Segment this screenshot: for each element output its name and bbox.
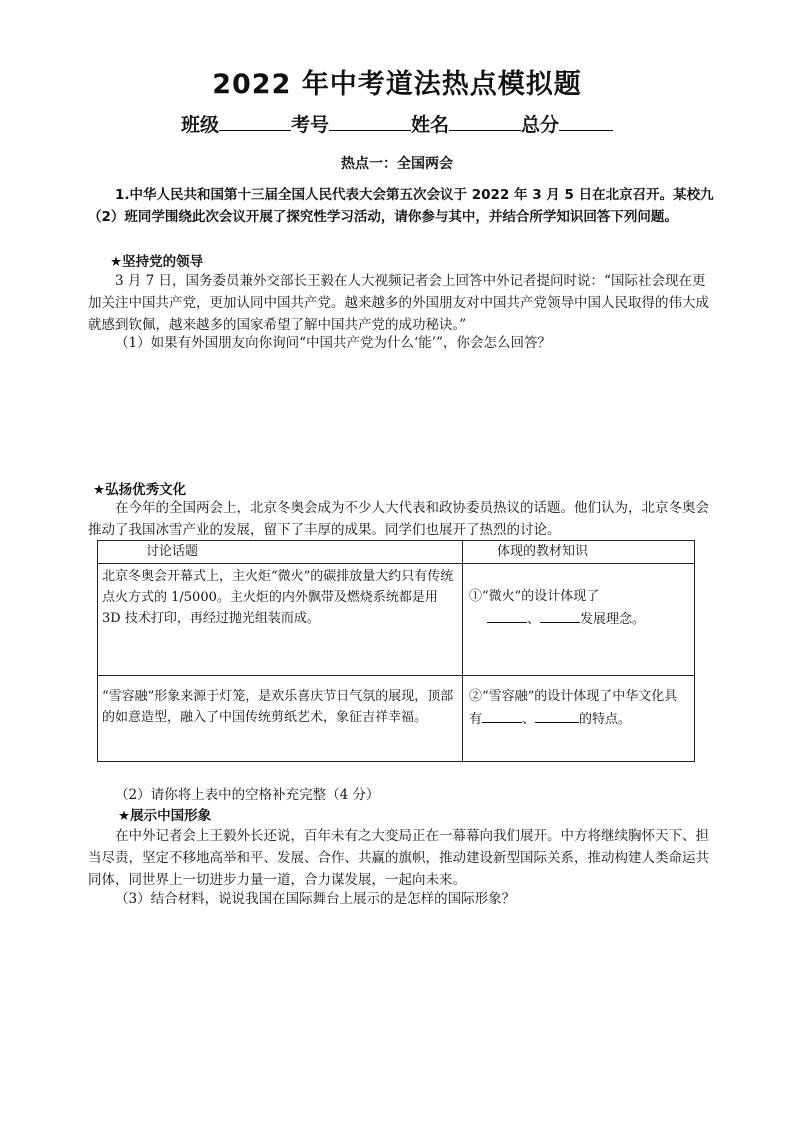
part-3-material: 在中外记者会上王毅外长还说，百年未有之大变局正在一幕幕向我们展开。中方将继续胸怀天下、担当尽责，坚定不移地高举和平、发展、合作、共赢的旗帜，推动建设新型国际关系，推动构建人类命运共同体，同世界上一切进步力量一道，合力谋发展，一起向未来。	[88, 828, 709, 888]
exam-no-blank	[329, 112, 411, 131]
section-title: 热点一：全国两会	[341, 156, 453, 172]
row-2-knowledge-text: ②“雪容融”的设计体现了中华文化具有	[469, 689, 678, 727]
part-3-question: （3）结合材料，说说我国在国际舞台上展示的是怎样的国际形象？	[115, 891, 516, 907]
row-2-knowledge-suffix: 的特点。	[579, 712, 632, 727]
row-1-separator: 、	[527, 612, 541, 627]
part-3-heading: ★展示中国形象	[118, 808, 212, 824]
row-1-knowledge-text: ①“微火”的设计体现了	[469, 589, 600, 604]
row-1-blank-2[interactable]	[540, 607, 580, 623]
discussion-table	[97, 540, 695, 762]
exam-no-label: 考号	[290, 114, 329, 136]
table-header-knowledge: 体现的教材知识	[463, 541, 695, 564]
name-label: 姓名	[411, 114, 450, 136]
part-2-question: （2）请你将上表中的空格补充完整（4 分）	[115, 787, 380, 803]
table-row-2-topic: “雪容融”形象来源于灯笼，是欢乐喜庆节日气氛的展现，顶部的如意造型，融入了中国传统剪纸艺术，象征吉祥幸福。	[98, 676, 463, 762]
part-1-question: （1）如果有外国朋友向你询问“中国共产党为什么‘能’”，你会怎么回答？	[115, 335, 551, 351]
row-2-blank-2[interactable]	[535, 707, 579, 723]
class-blank	[219, 112, 291, 131]
table-header-topic: 讨论话题	[98, 541, 463, 564]
row-2-separator: 、	[522, 712, 536, 727]
name-blank	[449, 112, 521, 131]
table-row-1-topic: 北京冬奥会开幕式上，主火炬“微火”的碳排放量大约只有传统点火方式的 1/5000。主火炬的内外飘带及燃烧系统都是用 3D 技术打印，再经过抛光组装而成。	[98, 564, 463, 676]
part-2-material: 在今年的全国两会上，北京冬奥会成为不少人大代表和政协委员热议的话题。他们认为，北京冬奥会推动了我国冰雪产业的发展，留下了丰厚的成果。同学们也展开了热烈的讨论。	[88, 500, 709, 538]
row-2-blank-1[interactable]	[482, 707, 522, 723]
part-2-heading: ★弘扬优秀文化	[93, 482, 187, 498]
part-1-heading: ★坚持党的领导	[110, 254, 204, 270]
score-label: 总分	[521, 114, 560, 136]
part-1-material: 3 月 7 日，国务委员兼外交部长王毅在人大视频记者会上回答中外记者提问时说：“国际社会现在更加关注中国共产党，更加认同中国共产党。越来越多的外国朋友对中国共产党领导中国人民取得的伟大成就感到钦佩，越来越多的国家希望了解中国共产党的成功秘诀。”	[88, 273, 709, 333]
student-info-line	[0, 110, 794, 137]
row-1-blank-1[interactable]	[487, 607, 527, 623]
page-title: 2022 年中考道法热点模拟题	[212, 69, 582, 100]
table-row-1-knowledge	[463, 564, 695, 676]
row-1-knowledge-suffix: 发展理念。	[580, 612, 646, 627]
class-label: 班级	[180, 114, 219, 136]
question-1-intro: 1.中华人民共和国第十三届全国人民代表大会第五次会议于 2022 年 3 月 5 日在北京召开。某校九（2）班同学围绕此次会议开展了探究性学习活动，请你参与其中，并结合所学知识回答下列问题。	[88, 187, 714, 225]
score-blank	[559, 112, 613, 131]
table-row-2-knowledge	[463, 676, 695, 762]
